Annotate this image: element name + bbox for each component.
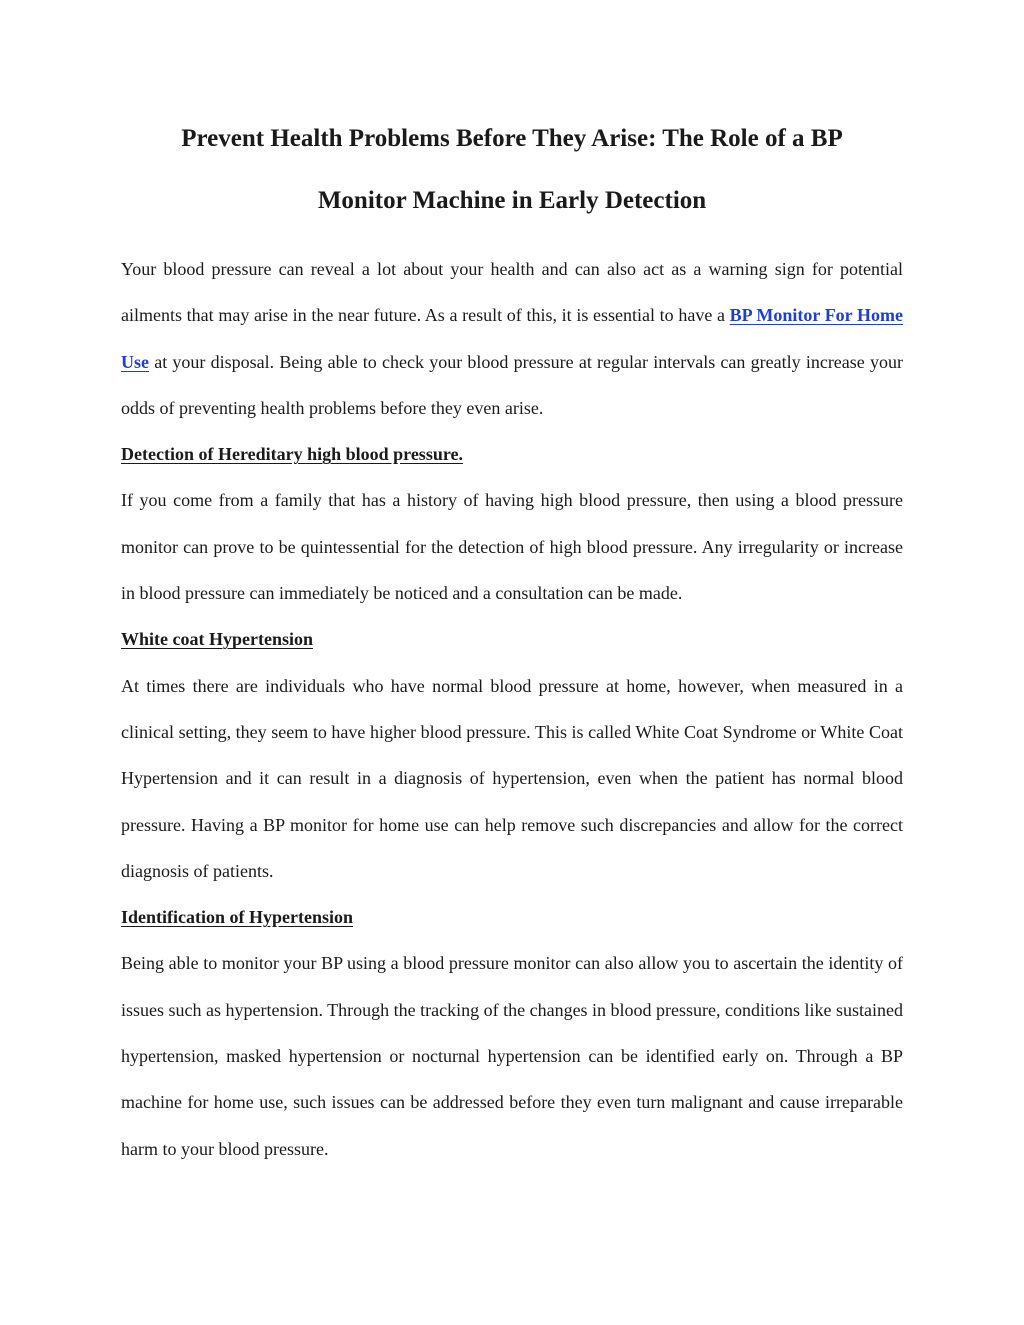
section-body: If you come from a family that has a history of having high blood pressure, then using a blood pressure monitor can prove to be quintessential for the detection of high blood pressure. Any irregularity or increase in blood pressure can immediately be noticed and a consultation can be made. <box>121 490 903 604</box>
section-hereditary <box>121 431 903 616</box>
title-line-2: Monitor Machine in Early Detection <box>317 187 707 214</box>
bp-monitor-link[interactable]: BP Monitor For Home Use <box>121 305 904 372</box>
section-heading: White coat Hypertension <box>121 629 313 650</box>
intro-paragraph <box>121 246 903 431</box>
section-identification <box>121 894 903 1172</box>
section-white-coat <box>121 616 903 894</box>
section-body: At times there are individuals who have normal blood pressure at home, however, when measured in a clinical setting, they seem to have higher blood pressure. This is called White Coat Syndrome or White Coat Hypertension and it can result in a diagnosis of hypertension, even when the patient has normal blood pressure. Having a BP monitor for home use can help remove such discrepancies and allow for the correct diagnosis of patients. <box>121 675 903 881</box>
section-body: Being able to monitor your BP using a blood pressure monitor can also allow you to ascertain the identity of issues such as hypertension. Through the tracking of the changes in blood pressure, conditions like sustained hypertension, masked hypertension or nocturnal hypertension can be identified early on. Through a BP machine for home use, such issues can be addressed before they even turn malignant and cause irreparable harm to your blood pressure. <box>121 953 904 1159</box>
title-line-1: Prevent Health Problems Before They Arise: The Role of a BP <box>181 125 843 152</box>
section-heading: Detection of Hereditary high blood pressure. <box>121 444 463 465</box>
document-title <box>121 108 903 232</box>
document-page <box>121 108 903 1172</box>
intro-text-before-link: Your blood pressure can reveal a lot about your health and can also act as a warning sign for potential ailments that may arise in the near future. As a result of this, it is essential to have a <box>121 259 903 326</box>
intro-text-after-link: at your disposal. Being able to check your blood pressure at regular intervals can greatly increase your odds of preventing health problems before they even arise. <box>121 351 903 418</box>
section-heading: Identification of Hypertension <box>121 907 353 928</box>
